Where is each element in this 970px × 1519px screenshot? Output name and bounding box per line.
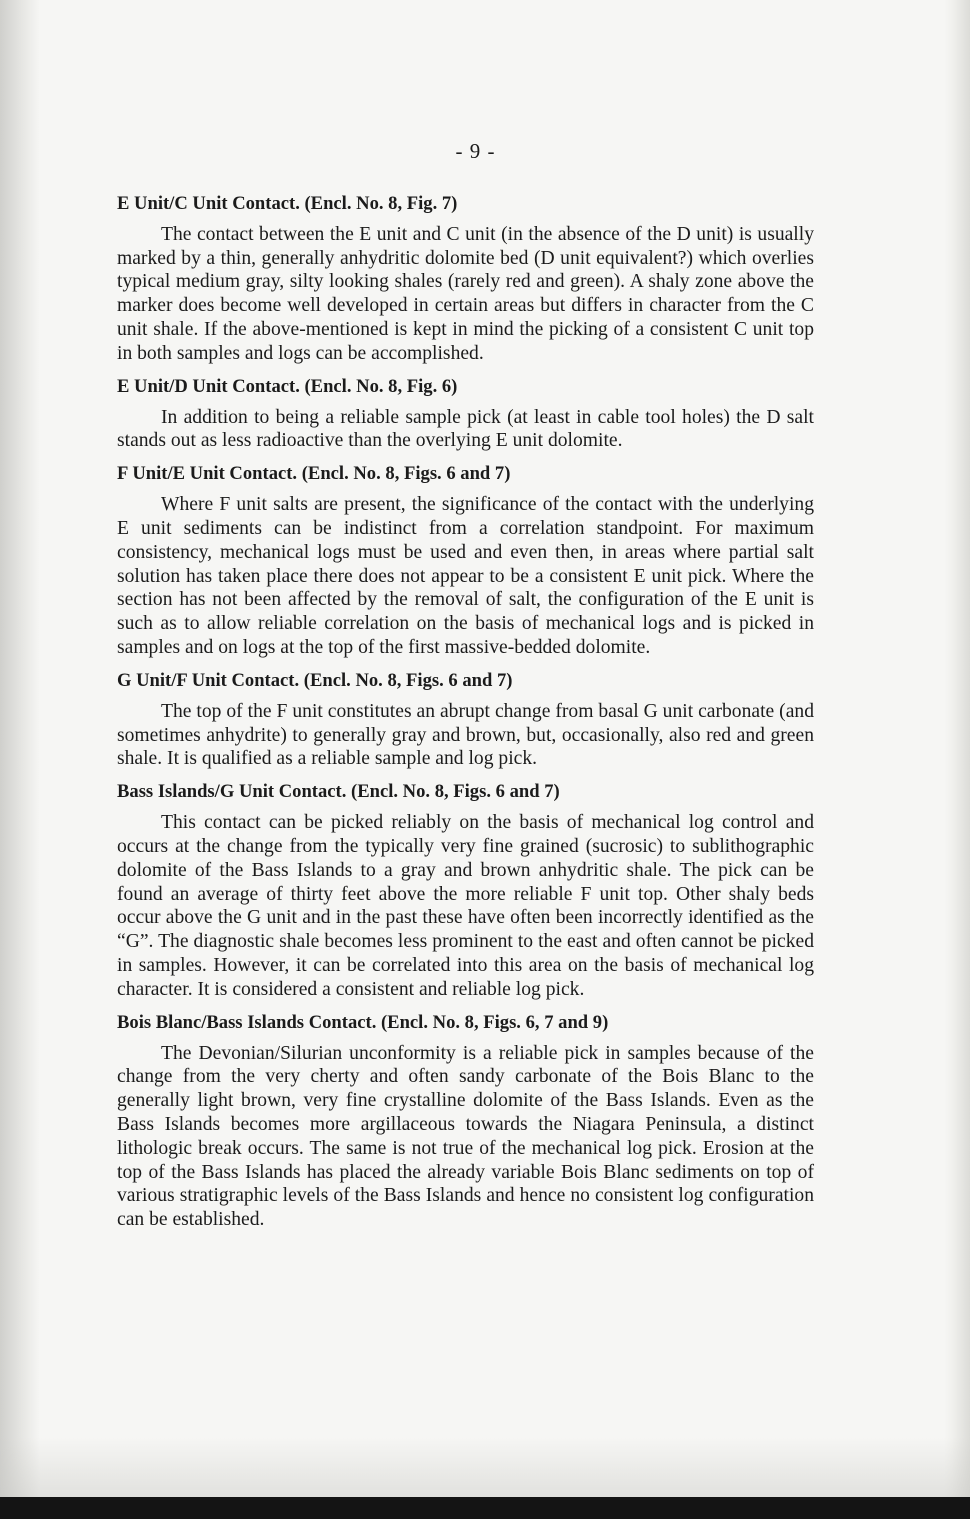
- bottom-shade: [0, 1437, 970, 1497]
- section-heading-f-e-contact: F Unit/E Unit Contact. (Encl. No. 8, Figs. 6 and 7): [117, 463, 511, 485]
- section-body-bass-islands-g-contact: This contact can be picked reliably on the basis of mechanical log control and occurs at the change from the typically very fine grained (sucrosic) to sublithographic dolomite of the Bass Islands to a gray and brown anhydritic shale. The pick can be found an average of thirty feet above the more reliable F unit top. Other shaly beds occur above the G unit and in the past these have often been incorrectly identified as the “G”. The diagnostic shale becomes less prominent to the east and often cannot be picked in samples. However, it can be correlated into this area on the basis of mechanical log character. It is considered a consistent and reliable log pick.: [117, 812, 814, 1000]
- section-heading-bass-islands-g-contact: Bass Islands/G Unit Contact. (Encl. No. 8, Figs. 6 and 7): [117, 781, 560, 803]
- section-heading-g-f-contact: G Unit/F Unit Contact. (Encl. No. 8, Figs. 6 and 7): [117, 669, 513, 691]
- scan-bottom-border: [0, 1497, 970, 1519]
- section-body-e-d-contact: In addition to being a reliable sample pick (at least in cable tool holes) the D salt stands out as less radioactive than the overlying E unit dolomite.: [117, 406, 814, 452]
- section-body-g-f-contact: The top of the F unit constitutes an abrupt change from basal G unit carbonate (and sometimes anhydrite) to generally gray and brown, but, occasionally, also red and green shale. It is qualified as a reliable sample and log pick.: [117, 700, 814, 770]
- section-body-f-e-contact: Where F unit salts are present, the significance of the contact with the underlying E unit sediments can be indistinct from a correlation standpoint. For maximum consistency, mechanical logs must be used and even then, in areas where partial salt solution has taken place there does not appear to be a consistent E unit pick. Where the section has not been affected by the removal of salt, the configuration of the E unit is such as to allow reliable correlation on the basis of mechanical logs and is picked in samples and on logs at the top of the first massive-bedded dolomite.: [117, 494, 814, 658]
- section-heading-e-d-contact: E Unit/D Unit Contact. (Encl. No. 8, Fig. 6): [117, 375, 458, 397]
- section-heading-bois-blanc-bass-islands-contact: Bois Blanc/Bass Islands Contact. (Encl. No. 8, Figs. 6, 7 and 9): [117, 1011, 609, 1033]
- page-edge-shadow: [944, 0, 970, 1519]
- section-body-bois-blanc-bass-islands-contact: The Devonian/Silurian unconformity is a reliable pick in samples because of the change from the very cherty and often sandy carbonate of the Bois Blanc to the generally light brown, very fine crystalline dolomite of the Bass Islands. Even as the Bass Islands becomes more argillaceous towards the Niagara Peninsula, a distinct lithologic break occurs. The same is not true of the mechanical log pick. Erosion at the top of the Bass Islands has placed the already variable Bois Blanc sediments on top of various stratigraphic levels of the Bass Islands and hence no consistent log configuration can be established.: [117, 1042, 814, 1231]
- page-number: - 9 -: [455, 139, 496, 163]
- page-content: [117, 140, 814, 1241]
- section-heading-e-c-contact: E Unit/C Unit Contact. (Encl. No. 8, Fig. 7): [117, 192, 458, 214]
- binding-shadow: [0, 0, 40, 1519]
- section-body-e-c-contact: The contact between the E unit and C unit (in the absence of the D unit) is usually marked by a thin, generally anhydritic dolomite bed (D unit equivalent?) which overlies typical medium gray, silty looking shales (rarely red and green). A shaly zone above the marker does become well developed in certain areas but differs in character from the C unit shale. If the above-mentioned is kept in mind the picking of a consistent C unit top in both samples and logs can be accomplished.: [117, 223, 814, 364]
